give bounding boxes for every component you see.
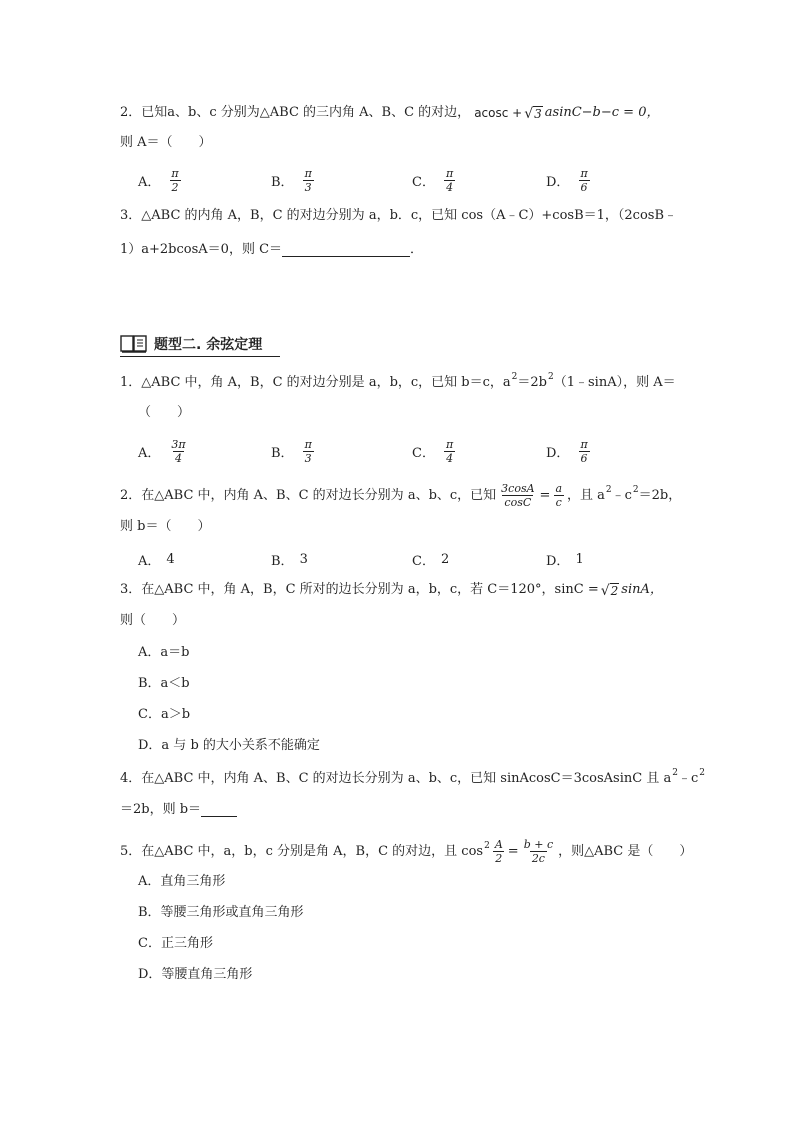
option-b[interactable] (138, 675, 190, 693)
option-b[interactable] (271, 436, 317, 466)
option-c[interactable] (412, 544, 449, 574)
s2-question-3-line-1 (120, 581, 663, 599)
option-label: A． (138, 553, 161, 569)
s2-question-1-options (138, 436, 698, 466)
question-text: ． (410, 242, 424, 257)
option-text: A．a＝b (138, 645, 190, 660)
option-label: D． (546, 174, 570, 190)
option-value: 1 (575, 551, 584, 567)
question-text: （ ） (138, 405, 191, 420)
question-2-line-2 (120, 134, 212, 152)
fraction (303, 438, 314, 465)
fraction-numerator: π (171, 166, 179, 180)
fraction-denominator: 2c (531, 852, 545, 865)
fraction-numerator: π (445, 166, 454, 180)
fraction-numerator: a (555, 482, 563, 495)
option-d[interactable] (138, 737, 320, 755)
question-text: 则 b＝（ ） (120, 519, 211, 534)
fraction-denominator: 2 (495, 852, 503, 865)
fraction-denominator: cosC (504, 496, 532, 509)
option-c[interactable] (138, 935, 213, 953)
fraction (444, 438, 455, 465)
option-label: D． (546, 553, 570, 569)
option-d[interactable] (546, 165, 593, 195)
question-text: 5．在△ABC 中，a，b，c 分别是角 A，B，C 的对边，且 cos (120, 843, 484, 859)
fraction-numerator: π (304, 437, 312, 451)
fraction-denominator: 3 (304, 180, 312, 194)
option-a[interactable] (138, 873, 225, 891)
book-icon (120, 334, 148, 354)
option-text: D．a 与 b 的大小关系不能确定 (138, 738, 320, 753)
question-text: ＝2b (517, 375, 547, 390)
question-text: ＝2b，则 b＝ (120, 802, 202, 817)
option-label: A． (138, 445, 161, 461)
question-text: 2．在△ABC 中，内角 A、B、C 的对边长分别为 a、b、c，已知 (120, 487, 497, 503)
s2-question-2-options (138, 544, 698, 574)
superscript: 2 (547, 372, 554, 382)
equals-sign: = (507, 843, 519, 859)
option-label: C． (412, 174, 435, 190)
option-label: B． (271, 445, 294, 461)
fraction (578, 438, 589, 465)
option-value: 2 (440, 551, 450, 567)
fraction-denominator: c (555, 496, 562, 509)
question-3-line-1 (120, 207, 677, 225)
fraction-numerator: b + c (523, 838, 554, 851)
s2-question-3-line-2 (120, 612, 185, 630)
option-value: 4 (166, 551, 175, 567)
superscript: 2 (632, 484, 639, 495)
s2-question-1-line-1 (120, 374, 676, 392)
section-title: 题型二. 余弦定理 (154, 337, 263, 353)
fraction (578, 167, 589, 194)
question-text: 则 A＝（ ） (120, 135, 212, 150)
question-text: ﹣c (611, 487, 632, 503)
fraction-numerator: π (304, 166, 312, 180)
question-text: 1）a+2bcosA＝0，则 C＝ (120, 242, 283, 257)
fraction-numerator: 3cosA (501, 482, 535, 495)
question-2-options (138, 165, 698, 195)
sqrt-expression: √ 2 (600, 582, 619, 599)
question-2-line-1 (120, 104, 659, 122)
fraction (493, 838, 505, 865)
option-value: 3 (299, 551, 308, 567)
fraction-numerator: π (580, 437, 588, 451)
fraction (169, 438, 187, 465)
option-text: B．a＜b (138, 676, 190, 691)
question-text: （1﹣sinA），则 A＝ (553, 375, 676, 390)
question-text: 3．在△ABC 中，角 A，B，C 所对的边长分别为 a，b，c，若 C＝120°，sinC = (120, 582, 599, 597)
fraction (444, 167, 455, 194)
question-text: sinA， (621, 582, 663, 597)
option-a[interactable] (138, 544, 175, 574)
fraction (499, 482, 536, 509)
s2-question-5-line-1 (120, 838, 692, 865)
sqrt-expression: √ 3 (524, 105, 542, 122)
fraction-denominator: 6 (580, 180, 588, 194)
option-label: A． (138, 174, 161, 190)
fraction-denominator: 4 (446, 180, 454, 194)
equals-sign: = (539, 487, 551, 503)
option-label: C． (412, 445, 435, 461)
fraction-numerator: A (494, 838, 503, 851)
superscript: 2 (484, 840, 490, 851)
option-d[interactable] (546, 436, 593, 466)
option-a[interactable] (138, 644, 189, 662)
option-text: C．a＞b (138, 707, 191, 722)
question-text: 则（ ） (120, 613, 186, 628)
question-text: ﹣c (677, 771, 699, 786)
option-a[interactable] (138, 165, 184, 195)
option-c[interactable] (412, 165, 458, 195)
option-text: C．正三角形 (138, 936, 213, 951)
fraction-numerator: π (580, 166, 588, 180)
question-text: ，且 a (567, 487, 605, 503)
superscript: 2 (672, 768, 678, 778)
question-text: 1．△ABC 中，角 A，B，C 的对边分别是 a，b，c，已知 b＝c，a (120, 375, 511, 390)
formula-part: acosc + (474, 106, 523, 120)
s2-question-4-line-1 (120, 770, 705, 788)
s2-question-2-line-2 (120, 518, 210, 536)
superscript: 2 (605, 484, 612, 495)
option-b[interactable] (271, 165, 317, 195)
option-a[interactable] (138, 436, 191, 466)
section-divider (120, 356, 280, 357)
option-b[interactable] (138, 904, 304, 922)
fraction-denominator: 4 (446, 451, 454, 465)
fraction (169, 167, 180, 194)
option-label: D． (546, 445, 570, 461)
question-text: 4．在△ABC 中，内角 A、B、C 的对边长分别为 a、b、c，已知 sinAcosC＝3cosAsinC 且 a (120, 771, 672, 786)
question-text: 3．△ABC 的内角 A，B，C 的对边分别为 a，b．c，已知 cos（A﹣C）+cosB＝1，（2cosB﹣ (120, 208, 678, 223)
section-heading (120, 333, 262, 355)
option-label: B． (271, 553, 294, 569)
question-text: a、b、c 分别为△ABC 的三内角 A、B、C 的对边， (167, 105, 471, 120)
option-d[interactable] (546, 544, 584, 574)
option-text: D．等腰直角三角形 (138, 967, 253, 982)
option-label: B． (271, 174, 294, 190)
question-number: 2．已知 (120, 105, 168, 120)
fraction-numerator: 3π (171, 437, 186, 451)
question-3-line-2 (120, 241, 423, 259)
fraction (303, 167, 314, 194)
sqrt-argument: 2 (610, 583, 619, 598)
fraction-denominator: 2 (171, 180, 179, 194)
fraction-denominator: 3 (304, 451, 312, 465)
s2-question-2-line-1 (120, 482, 681, 509)
option-c[interactable] (138, 706, 190, 724)
option-text: B．等腰三角形或直角三角形 (138, 905, 304, 920)
fraction (553, 482, 564, 509)
option-text: A．直角三角形 (138, 874, 226, 889)
question-text: ，则△ABC 是（ ） (558, 843, 693, 859)
question-text: ＝2b， (638, 487, 682, 503)
superscript: 2 (699, 768, 705, 778)
option-b[interactable] (271, 544, 308, 574)
answer-blank[interactable] (282, 244, 410, 257)
answer-blank[interactable] (201, 804, 237, 817)
fraction (522, 838, 555, 865)
fraction-numerator: π (445, 437, 454, 451)
option-d[interactable] (138, 966, 252, 984)
option-c[interactable] (412, 436, 458, 466)
s2-question-1-line-2 (138, 404, 190, 422)
formula-part: asinC−b−c = 0， (544, 105, 660, 120)
fraction-denominator: 4 (175, 451, 182, 465)
superscript: 2 (511, 372, 518, 382)
s2-question-4-line-2 (120, 801, 237, 819)
sqrt-argument: 3 (534, 106, 542, 121)
fraction-denominator: 6 (580, 451, 588, 465)
option-label: C． (412, 553, 435, 569)
